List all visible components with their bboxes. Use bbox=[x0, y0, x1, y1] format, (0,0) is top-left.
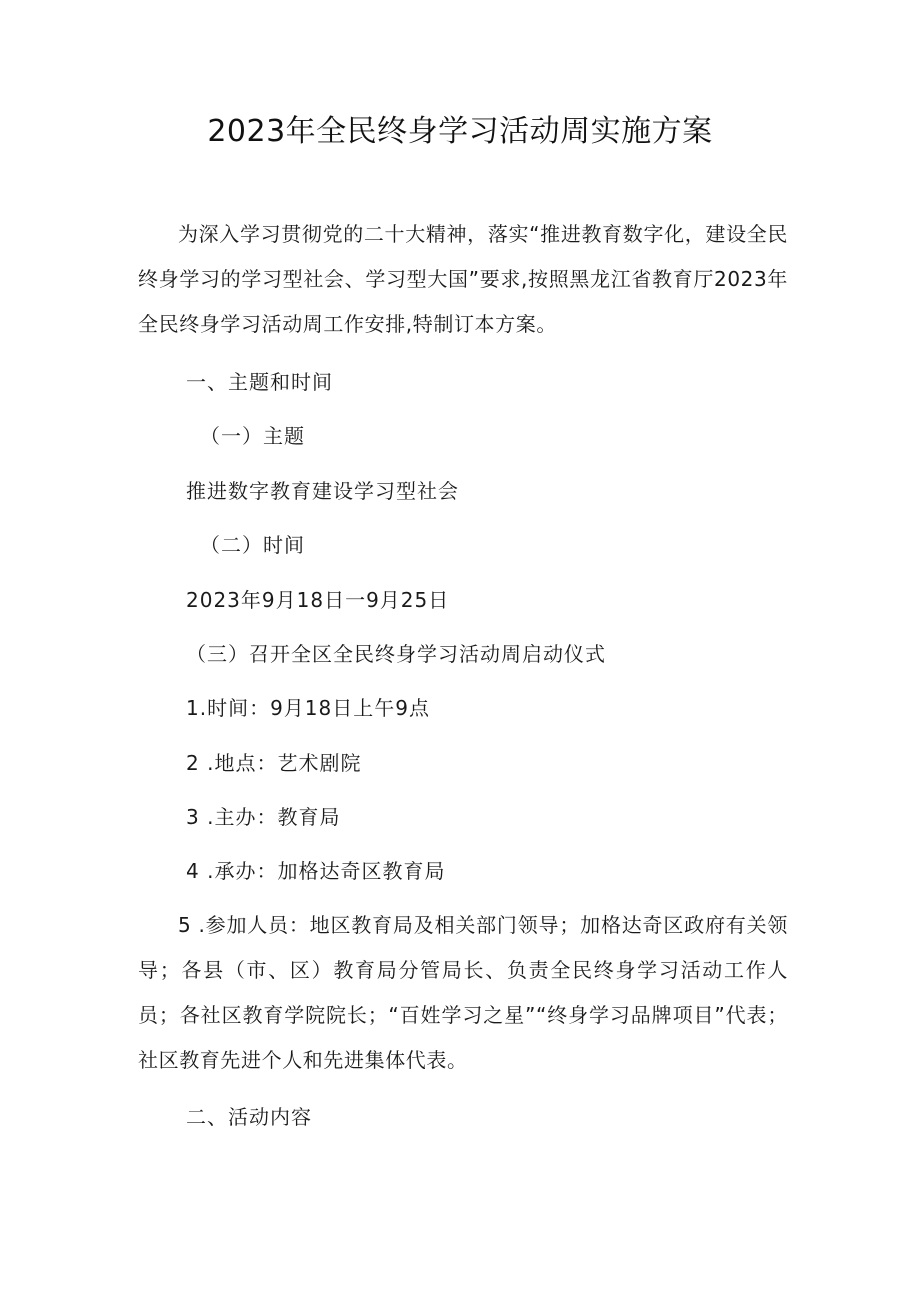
date-range-text: 2023年9月18日一9月25日 bbox=[186, 588, 450, 612]
list-item-venue: 2 .地点：艺术剧院 bbox=[186, 751, 362, 775]
section-heading-theme-time: 一、主题和时间 bbox=[186, 370, 333, 394]
theme-text: 推进数字教育建设学习型社会 bbox=[186, 479, 459, 503]
document-title: 2023年全民终身学习活动周实施方案 bbox=[207, 114, 713, 149]
list-item-organizer: 4 .承办：加格达奇区教育局 bbox=[186, 859, 446, 883]
subheading-time: （二）时间 bbox=[200, 533, 305, 557]
list-item-time: 1.时间：9月18日上午9点 bbox=[186, 696, 430, 720]
subheading-launch-ceremony: （三）召开全区全民终身学习活动周启动仪式 bbox=[186, 642, 606, 666]
subheading-theme: （一）主题 bbox=[200, 424, 305, 448]
intro-paragraph: 为深入学习贯彻党的二十大精神，落实“推进教育数字化，建设全民终身学习的学习型社会、学习型大国”要求,按照黑龙江省教育厅2023年全民终身学习活动周工作安排,特制订本方案。 bbox=[138, 222, 788, 336]
section-heading-activities: 二、活动内容 bbox=[186, 1105, 312, 1129]
list-item-participants: 5 .参加人员：地区教育局及相关部门领导；加格达奇区政府有关领导；各县（市、区）教育局分管局长、负责全民终身学习活动工作人员；各社区教育学院院长；“百姓学习之星”“终身学习品牌项目”代表；社区教育先进个人和先进集体代表。 bbox=[138, 913, 788, 1072]
list-item-host: 3 .主办：教育局 bbox=[186, 805, 341, 829]
